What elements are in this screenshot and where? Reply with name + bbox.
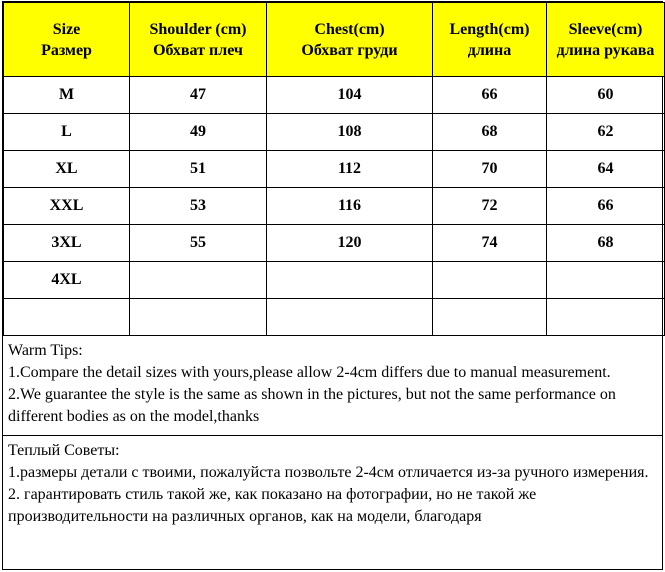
cell-chest: 120	[267, 225, 433, 262]
header-chest	[267, 3, 433, 77]
table-row	[4, 151, 665, 188]
ru-tips-line-2: 2. гарантировать стиль такой же, как показано на фотографии, но не такой же производительности на различных органов, как на модели, благодаря	[8, 486, 537, 525]
table-row	[4, 77, 665, 114]
table-row	[4, 299, 665, 336]
cell-chest: 112	[267, 151, 433, 188]
header-shoulder	[130, 3, 267, 77]
cell-length: 74	[433, 225, 547, 262]
cell-length: 66	[433, 77, 547, 114]
cell-shoulder: 55	[130, 225, 267, 262]
header-shoulder-en: Shoulder (cm)	[149, 20, 247, 38]
cell-length: 72	[433, 188, 547, 225]
cell-sleeve	[547, 262, 665, 299]
cell-size: L	[4, 114, 130, 151]
cell-chest: 116	[267, 188, 433, 225]
cell-chest	[267, 262, 433, 299]
header-length	[433, 3, 547, 77]
warm-tips-section	[3, 336, 662, 436]
table-row	[4, 114, 665, 151]
cell-chest: 104	[267, 77, 433, 114]
table-row	[4, 262, 665, 299]
warm-tips-line-1: 1.Compare the detail sizes with yours,please allow 2-4cm differs due to manual measurement.	[8, 364, 611, 381]
cell-size	[4, 299, 130, 336]
table-row	[4, 225, 665, 262]
header-sleeve-ru: длина рукава	[556, 41, 655, 59]
header-size	[4, 3, 130, 77]
header-length-ru: длина	[467, 41, 512, 59]
header-length-en: Length(cm)	[449, 20, 530, 38]
warm-tips-title: Warm Tips:	[8, 342, 83, 359]
cell-shoulder: 53	[130, 188, 267, 225]
cell-sleeve: 66	[547, 188, 665, 225]
cell-shoulder: 49	[130, 114, 267, 151]
size-table	[3, 2, 665, 336]
cell-sleeve: 60	[547, 77, 665, 114]
cell-sleeve: 68	[547, 225, 665, 262]
header-row	[4, 3, 665, 77]
table-row	[4, 188, 665, 225]
ru-tips-line-1: 1.размеры детали с твоими, пожалуйста позвольте 2-4см отличается из-за ручного измерения.	[8, 464, 649, 481]
cell-chest: 108	[267, 114, 433, 151]
cell-shoulder	[130, 299, 267, 336]
cell-size: XXL	[4, 188, 130, 225]
ru-tips-section	[3, 436, 662, 566]
header-shoulder-ru: Обхват плеч	[153, 41, 243, 59]
cell-shoulder: 51	[130, 151, 267, 188]
cell-size: XL	[4, 151, 130, 188]
header-sleeve	[547, 3, 665, 77]
cell-size: 4XL	[4, 262, 130, 299]
header-chest-ru: Обхват груди	[301, 41, 398, 59]
cell-size: M	[4, 77, 130, 114]
warm-tips-line-2: 2.We guarantee the style is the same as shown in the pictures, but not the same performance on different bodies as on the model,thanks	[8, 386, 616, 425]
cell-size: 3XL	[4, 225, 130, 262]
header-sleeve-en: Sleeve(cm)	[568, 20, 643, 38]
cell-sleeve: 64	[547, 151, 665, 188]
cell-shoulder: 47	[130, 77, 267, 114]
cell-sleeve: 62	[547, 114, 665, 151]
size-chart	[2, 1, 663, 570]
cell-length: 68	[433, 114, 547, 151]
header-size-en: Size	[52, 20, 81, 38]
ru-tips-title: Теплый Советы:	[8, 442, 120, 459]
cell-chest	[267, 299, 433, 336]
cell-length	[433, 299, 547, 336]
cell-sleeve	[547, 299, 665, 336]
header-chest-en: Chest(cm)	[314, 20, 385, 38]
cell-length: 70	[433, 151, 547, 188]
header-size-ru: Размер	[41, 41, 92, 59]
cell-shoulder	[130, 262, 267, 299]
cell-length	[433, 262, 547, 299]
